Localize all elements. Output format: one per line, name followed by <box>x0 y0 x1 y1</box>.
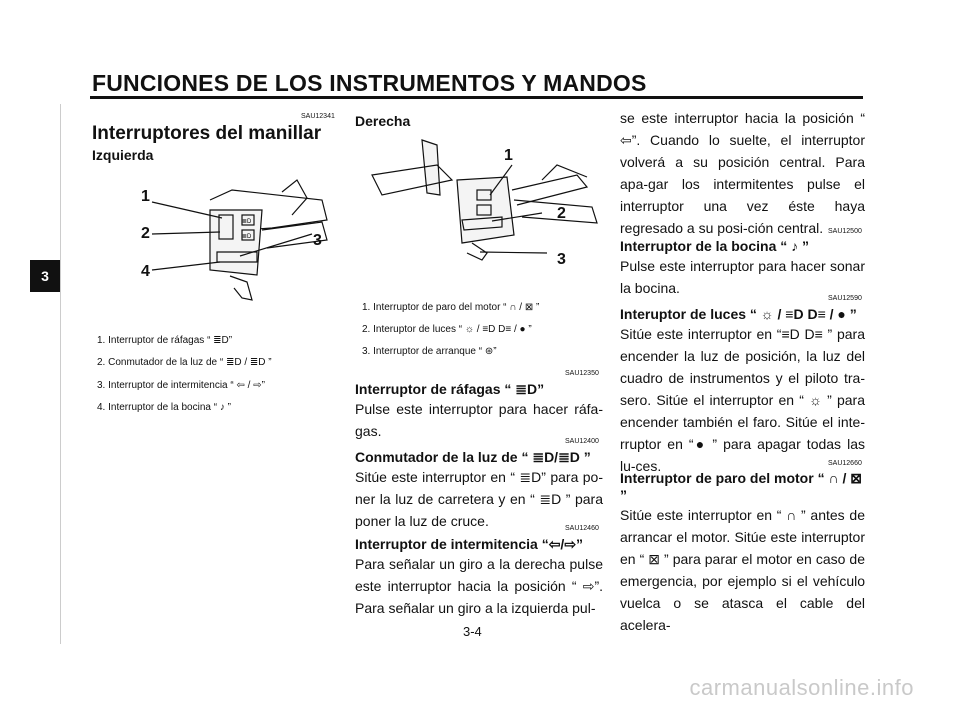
section-code: SAU12350 <box>565 370 599 377</box>
section-subtitle: Izquierda <box>92 147 154 163</box>
right-handlebar-illustration <box>362 135 602 280</box>
figure-label-3: 3 <box>313 232 322 249</box>
section-body: Pulse este interruptor para hacer ráfa-gas. <box>355 401 603 439</box>
left-handlebar-illustration <box>92 170 342 310</box>
caption-4: 4. Interruptor de la bocina “ ♪ ” <box>97 402 231 413</box>
section-body: Sitúe este interruptor en “≡D D≡ ” para encender la luz de posición, la luz del cuadro de instrumentos y el piloto tra-sero. Sitúe el interruptor en “ ☼ ” para encender también el faro. Sitúe el inte-rruptor en “● ” para apagar todas las lu-ces. <box>620 326 865 474</box>
section-code: SAU12341 <box>301 113 335 120</box>
caption-right-3: 3. Interruptor de arranque “ ⊛” <box>362 346 497 357</box>
caption-3: 3. Interruptor de intermitencia “ ⇦ / ⇨” <box>97 380 265 391</box>
caption-1: 1. Interruptor de ráfagas “ ≣D” <box>97 335 233 346</box>
figure-label-1: 1 <box>141 188 150 205</box>
section-code: SAU12460 <box>565 525 599 532</box>
section-title: Interruptores del manillar <box>92 123 322 144</box>
section-heading: Conmutador de la luz de “ ≣D/≣D ” <box>355 449 591 465</box>
page-header-title: FUNCIONES DE LOS INSTRUMENTOS Y MANDOS <box>92 70 647 96</box>
figure-label-right-3: 3 <box>557 251 566 268</box>
section-heading: Interuptor de luces “ ☼ / ≡D D≡ / ● ” <box>620 306 857 322</box>
header-rule <box>90 96 863 99</box>
left-margin-bar <box>30 104 61 644</box>
section-code: SAU12590 <box>828 295 862 302</box>
svg-text:≣D: ≣D <box>242 234 252 240</box>
figure-label-right-2: 2 <box>557 205 566 222</box>
section-body: Pulse este interruptor para hacer sonar la bocina. <box>620 258 865 296</box>
section-body: Sitúe este interruptor en “ ∩ ” antes de arrancar el motor. Sitúe este interruptor en “ ⊠ ” para parar el motor en caso de emergencia, por ejemplo si el vehículo vuelca o se atasca el cable del acelera- <box>620 507 865 633</box>
page-number: 3-4 <box>463 624 482 639</box>
section-heading: Interruptor de la bocina “ ♪ ” <box>620 238 810 254</box>
section-code: SAU12660 <box>828 460 862 467</box>
section-heading: Interruptor de paro del motor “ ∩ / ⊠ ” <box>620 470 862 503</box>
caption-right-1: 1. Interruptor de paro del motor “ ∩ / ⊠ ” <box>362 302 540 313</box>
section-code: SAU12400 <box>565 438 599 445</box>
watermark: carmanualsonline.info <box>689 675 914 700</box>
caption-2: 2. Conmutador de la luz de “ ≣D / ≣D ” <box>97 357 272 368</box>
section-subtitle-right: Derecha <box>355 113 411 129</box>
chapter-tab: 3 <box>30 260 60 292</box>
section-code: SAU12500 <box>828 228 862 235</box>
figure-label-4: 4 <box>141 263 150 280</box>
figure-label-right-1: 1 <box>504 147 513 164</box>
svg-text:≣D: ≣D <box>242 219 252 225</box>
caption-right-2: 2. Interuptor de luces “ ☼ / ≡D D≡ / ● ” <box>362 324 532 335</box>
section-heading: Interruptor de ráfagas “ ≣D” <box>355 381 545 397</box>
figure-label-2: 2 <box>141 225 150 242</box>
section-body: Sitúe este interruptor en “ ≣D” para po-ner la luz de carretera y en “ ≣D ” para poner la luz de cruce. <box>355 469 603 529</box>
continued-body: se este interruptor hacia la posición “ ⇦”. Cuando lo suelte, el interruptor volverá a su posición central. Para apa-gar los intermitentes pulse el interruptor una vez éste haya regresado a su posi-ción central. <box>620 110 865 236</box>
section-heading: Interruptor de intermitencia “⇦/⇨” <box>355 536 584 552</box>
section-body: Para señalar un giro a la derecha pulse este interruptor hacia la posición “ ⇨”. Para señalar un giro a la izquierda pul- <box>355 556 603 616</box>
